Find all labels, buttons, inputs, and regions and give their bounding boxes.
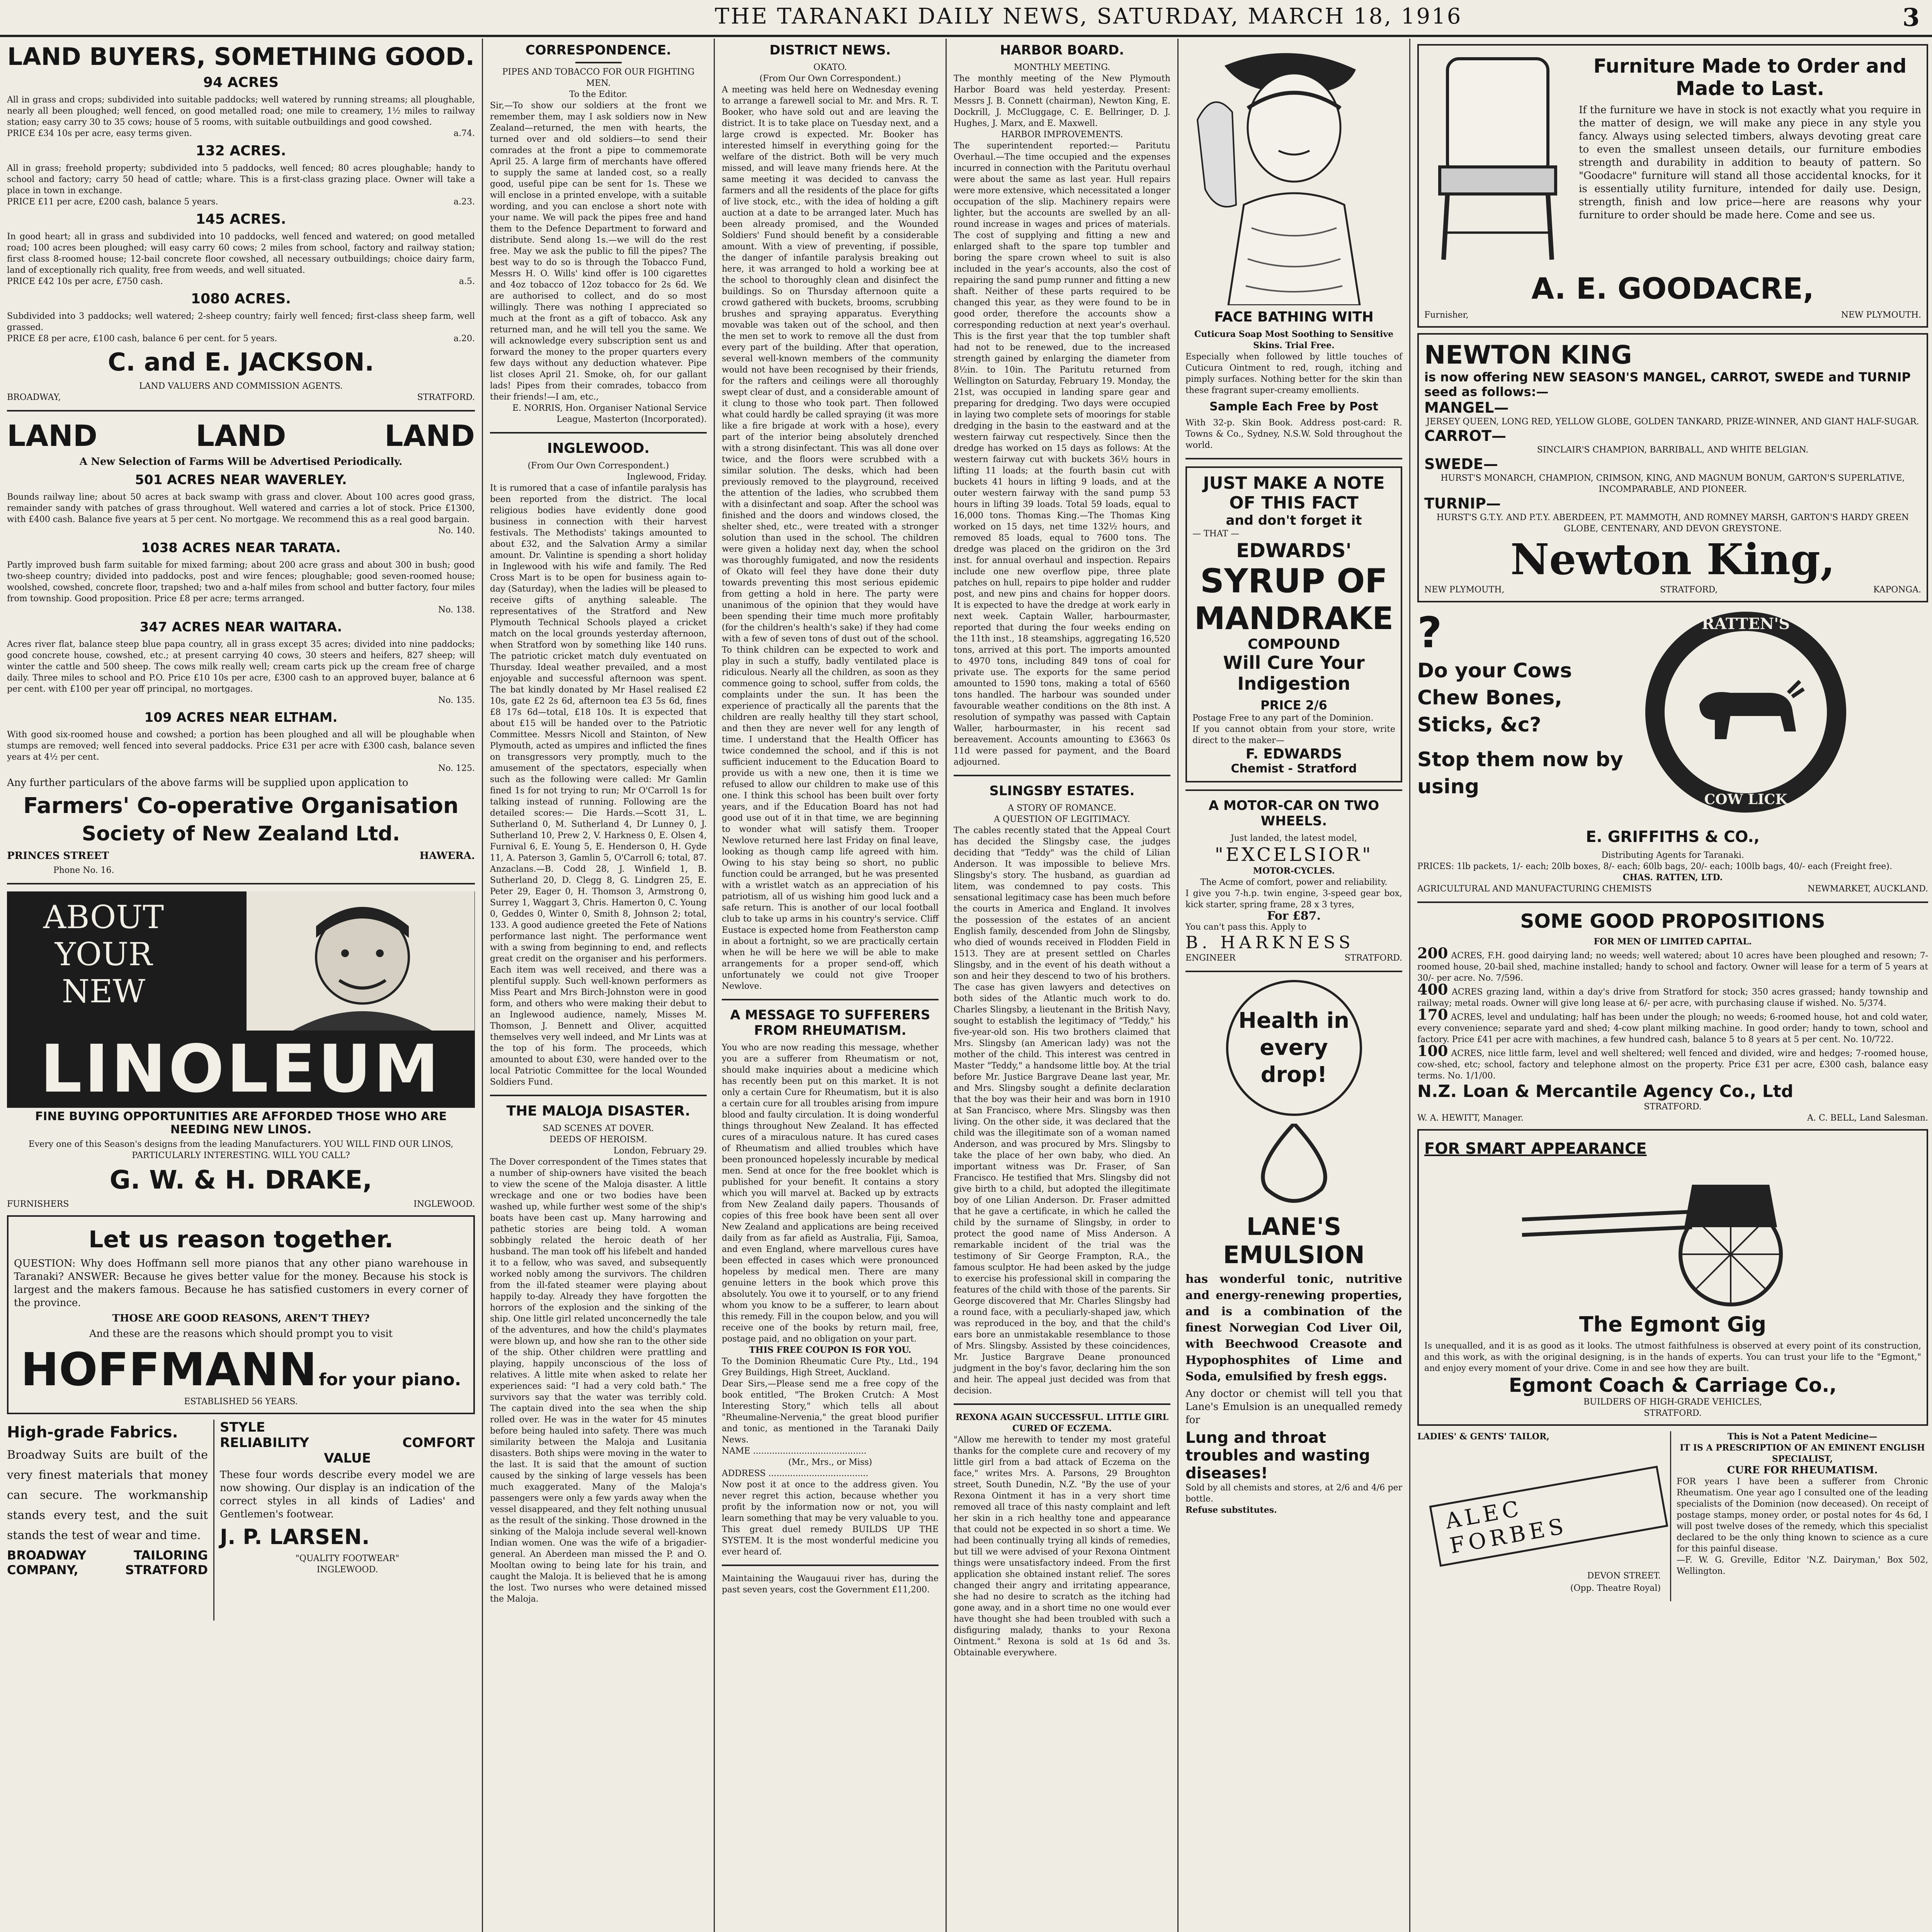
jackson-firm: C. and E. JACKSON. — [108, 348, 374, 377]
coupon-body: Dear Sirs,—Please send me a free copy of the book entitled, "The Broken Crutch: A Most Interesting Story," which tells all about "Rheumaline-Nervenia," the great blood purifier and tonic, as mentioned in the Taranaki Daily News. — [722, 1379, 939, 1445]
mandrake-l3: — THAT — — [1192, 529, 1240, 539]
motor-detail: I give you 7-h.p. twin engine, 3-speed gear box, kick starter, spring frame, 28 x 3 tyres, — [1185, 889, 1402, 910]
newton-town: KAPONGA. — [1873, 585, 1921, 595]
divider — [1417, 901, 1928, 903]
hoffmann-question: QUESTION: Why does Hoffmann sell more pianos that any other piano warehouse in Taranaki? ANSWER: Because he gives better value for the money. Because his stock is largest and the makers famous. Because he has satisfied customers in every corner of the province. — [14, 1258, 468, 1309]
newton-carrot: CARROT— — [1424, 427, 1507, 444]
rheumatism-title: A MESSAGE TO SUFFERERS FROM RHEUMATISM. — [730, 1007, 930, 1038]
greville-l2: IT IS A PRESCRIPTION OF AN EMINENT ENGLISH SPECIALIST, — [1680, 1443, 1925, 1464]
district-place: OKATO. — [813, 63, 847, 72]
slingsby-subtitle: A STORY OF ROMANCE. — [1008, 803, 1116, 813]
listing-code: a.20. — [453, 334, 475, 344]
listing — [7, 472, 475, 536]
mandrake-l4: EDWARDS' — [1236, 539, 1352, 562]
listing-price: PRICE £42 10s per acre, £750 cash. — [7, 277, 163, 286]
harbour-title: HARBOR BOARD. — [1000, 43, 1124, 58]
gig-carriage-illustration — [1499, 1162, 1847, 1308]
mandrake-maker2: Chemist - Stratford — [1231, 762, 1357, 776]
propositions-ad — [1417, 910, 1928, 1124]
newton-town: NEW PLYMOUTH, — [1424, 585, 1505, 595]
broadway-firm-d: STRATFORD — [125, 1563, 208, 1577]
listing-price: PRICE £11 per acre, £200 cash, balance 5 years. — [7, 197, 218, 207]
propositions-manager: W. A. HEWITT, Manager. — [1417, 1113, 1524, 1123]
rattens-cowlick-ad — [1417, 608, 1928, 895]
listing-code: No. 138. — [438, 605, 475, 615]
district-title: DISTRICT NEWS. — [769, 43, 891, 58]
listing-heading: 1080 ACRES. — [191, 291, 291, 307]
linoleum-word: LINOLEUM — [40, 1031, 442, 1107]
forbes-opp: (Opp. Theatre Royal) — [1570, 1583, 1661, 1593]
district-text: A meeting was held here on Wednesday evening to arrange a farewell social to Mr. and Mrs. R. T. Booker, who have sold out and are leaving the district. It is to take place on Tuesday next, and a large crowd is expected. Mr. Booker has interested himself in everything going for the welfare of the district. Both will be very much missed, and will leave many friends here. At the same meeting it was decided to canvass the farmers and all the residents of the place for gifts of live stock, etc., with the idea of holding a gift auction at a date to be arranged later. Much has been already promised, and the Wounded Soldiers' Fund should benefit by a considerable amount. With a view of preventing, if possible, the danger of infantile paralysis breaking out here, it was arranged to hold a working bee at the school to thoroughly clean and disinfect the buildings. So on Thursday afternoon quite a crowd gathered with buckets, brooms, scrubbing brushes and spraying apparatus. Everything movable was taken out of the school, and then the men set to work to remove all the dust from every part of the building. After that operation, several well-known members of the community would not have been recognised by their friends, for the rafters and ceilings were all thoroughly swept clear of dust, and a considerable amount of it clung to those who took part. Then followed what could hardly be called spraying (it was more like a fire brigade at work with a hose), every part of the interior being absolutely drenched with a strong disinfectant. This was all done over twice, and the floors were scrubbed with a similar solution. The desks, which had been previously removed to the playground, received the attention of the ladies, who scrubbed them with a disinfectant and soap. After the school was finished and the doors and windows closed, the shelter shed, etc., were treated with a stronger solution than used in the school. The children were given a holiday next day, when the school was thoroughly fumigated, and now the residents of Okato will feel they have done their duty towards preventing this most serious epidemic from getting a hold in here. The party were unanimous of the opinion that they would have been spending their time much more profitably (for the children's health's sake) if they had come with a few of seven tons of dust out of the school. To think children can be expected to work and play in such a stuffy, badly ventilated place is ridiculous. Nearly all the children, as soon as they commence going to school, suffer from colds, the complaints under the sun. It has been the experience of practically all the parents that the children are really healthy till they start school, and then they are never well for any length of time. I understand that the Health Officer has twice condemned the school, and if this is not sufficient inducement to the Education Board to provide us with a new one, then it is time we refused to allow our children to make use of this one. I think this school has been built over forty years, and if the Education Board has not had good use out of it in that time, we are beginning to wonder what will satisfy them. Trooper Newlove returned here last Friday on final leave, looking as though camp life agreed with him. Owing to his stay being so short, no public function could be arranged, but he was presented with a wristlet watch as an appreciation of his patriotism, all of us wishing him good luck and a safe return. This is another of our local football club to take up arms in his country's service. Cliff Eustace is expected home from Featherston camp in about a fortnight, so we are practically certain when he will be here we will be able to make arrangements for a proper send-off, which unfortunately we could not give Trooper Newlove. — [722, 85, 939, 991]
listing — [7, 211, 475, 287]
newton-intro: is now offering NEW SEASON'S MANGEL, CARROT, SWEDE and TURNIP seed as follows:— — [1424, 370, 1911, 399]
listing-heading: 109 ACRES NEAR ELTHAM. — [144, 710, 338, 725]
listing-price: PRICE £8 per acre, £100 cash, balance 6 per cent. for 5 years. — [7, 334, 277, 344]
propositions-town: STRATFORD. — [1644, 1102, 1702, 1112]
hoffmann-good: THOSE ARE GOOD REASONS, AREN'T THEY? — [112, 1313, 370, 1324]
egmont-gig-ad — [1417, 1129, 1928, 1426]
mandrake-maker: F. EDWARDS — [1245, 746, 1342, 762]
hoffmann-name: HOFFMANN — [20, 1343, 317, 1396]
mandrake-l8: Will Cure Your Indigestion — [1223, 652, 1365, 694]
column-6 — [1410, 39, 1932, 1932]
mandrake-price: PRICE 2/6 — [1260, 698, 1327, 713]
listing-heading: 132 ACRES. — [196, 143, 286, 159]
listing-heading: 94 ACRES — [203, 75, 279, 90]
column-2 — [483, 39, 715, 1932]
listing — [7, 619, 475, 706]
larsen-ad — [213, 1420, 475, 1621]
mandrake-l1: JUST MAKE A NOTE OF THIS FACT — [1203, 473, 1385, 513]
inglewood-dateline: Inglewood, Friday. — [627, 472, 707, 482]
coop-street: PRINCES STREET — [7, 850, 109, 862]
coop-phone: Phone No. 16. — [53, 866, 114, 875]
larsen-word: STYLE — [220, 1420, 265, 1435]
land-word: LAND — [384, 418, 475, 453]
bottom-ads-row — [7, 1420, 475, 1621]
harbour-text: The monthly meeting of the New Plymouth Harbor Board was held yesterday. Present: Messrs J. B. Connett (chairman), Newton King, E. Dockrill, J. McCluggage, C. E. Bellringer, D. J. Hughes, J. Marx, and E. Maxwell. — [954, 74, 1170, 128]
cuticura-sub: Cuticura Soap Most Soothing to Sensitive Skins. Trial Free. — [1194, 329, 1394, 350]
goodacre-town: NEW PLYMOUTH. — [1841, 310, 1921, 320]
slingsby-text: The cables recently stated that the Appeal Court has decided the Slingsby case, the judges deciding that "Teddy" was the child of Lilian Anderson. It was impossible to believe Mrs. Slingsby's story. The husband, as guardian ad litem, was condemned to pay costs. This sensational legitimacy case has been much before the courts in America and England. It involves the possession of the estates of an ancient English family, descended from John de Slingsby, who died of wounds received in Flodden Field in 1513. They are at present settled on Charles Slingsby, and in the event of his death without a son and heir they descend to two of his brothers. The case has given lawyers and detectives on both sides of the Atlantic much work to do. Charles Slingsby, a lieutenant in the British Navy, sought to establish the legitimacy of "Teddy," his five-year-old son. His two brothers claimed that Mrs. Slingsby (an American lady) was not the mother of the child. This interest was centred in Master "Teddy," a handsome little boy. At the trial before Mr. Justice Bargrave Deane last year, Mr. and Mrs. Slingsby sought a definite declaration that the boy was their heir and was born in 1910 at San Francisco, where Mrs. Slingsby was then living. On the other side, it was declared that the child was the illegitimate son of a woman named Anderson, and was procured by Mrs. Slingsby to take the place of her own baby, who died. An important witness was Dr. Fraser, of San Francisco. He testified that Mrs. Slingsby did not give birth to a child, but adopted the illegitimate boy of one Lilian Anderson. Dr. Fraser admitted that he gave a certificate, in which he called the child by the surname of Slingsby, in order to protect the good name of Miss Anderson. A remarkable incident of the trial was the testimony of Sir George Frampton, R.A., the famous sculptor. He had been asked by the judge to exercise his professional skill in comparing the features of the child with those of the parents. Sir George discovered that Mr. Charles Slingsby had a round face, with a peculiarly-shaped jaw, which was reproduced in the boy, and that the child's ears bore an unmistakable resemblance to those of Mrs. Slingsby. Assisted by these coincidences, Mr. Justice Bargrave Deane pronounced judgment in the boy's favor, declaring him the son and heir. The appeal just decided was from that decision. — [954, 826, 1170, 1396]
lanes-sold: Sold by all chemists and stores, at 2/6 and 4/6 per bottle. — [1185, 1483, 1402, 1504]
forbes-trade: LADIES' & GENTS' TAILOR, — [1417, 1432, 1549, 1442]
forbes-street: DEVON STREET. — [1587, 1571, 1661, 1581]
masthead — [0, 0, 1932, 37]
land-banner — [7, 418, 475, 453]
page-number: 3 — [1902, 3, 1920, 32]
coop-town: HAWERA. — [419, 850, 475, 862]
forbes-name: ALEC FORBES — [1429, 1466, 1668, 1567]
drake-trade: FURNISHERS — [7, 1199, 69, 1209]
listing — [7, 75, 475, 139]
proposition-item — [1417, 944, 1928, 984]
chair-illustration — [1424, 51, 1571, 267]
newton-town: STRATFORD, — [1660, 585, 1718, 595]
divider — [575, 62, 622, 63]
goodacre-text: If the furniture we have in stock is not exactly what you require in the matter of design, we will make any piece in any style you fancy. Always using selected timbers, always devoting great care to even the smallest unseen details, our furniture embodies strength and durability in addition to beauty of pattern. So "Goodacre" furniture will stand all those accidental knocks, for it is essentially utility furniture, intended for daily use. Design, strength, finish and low price—here are reasons why your furniture to order should be made here. Come and see us. — [1579, 104, 1921, 221]
divider — [1185, 458, 1402, 459]
lanes-text: has wonderful tonic, nutritive and energy-renewing properties, and is a combination of the finest Norwegian Cod Liver Oil, with Beechwood Creasote and Hypophosphites of Lime and Soda, emulsified by fresh eggs. — [1185, 1272, 1402, 1383]
broadway-ad — [7, 1420, 208, 1621]
broadway-title: High-grade Fabrics. — [7, 1423, 178, 1441]
greville-l3: CURE FOR RHEUMATISM. — [1727, 1464, 1878, 1476]
broadway-text: Broadway Suits are built of the very finest materials that money can secure. The workmanship stands every test, and the suit stands the test of wear and time. — [7, 1448, 208, 1542]
listing-text: All in grass; freehold property; subdivided into 5 paddocks, well fenced; 80 acres ploughable; handy to school and factory; carry 50 head of cattle; whare. This is a first-class grazing place. Owner will take a place in town in exchange. — [7, 163, 475, 196]
greville-text: FOR years I have been a sufferer from Chronic Rheumatism. One year ago I consulted one of the leading specialists of the Dominion (now deceased). On receipt of postage stamps, money order, or postal notes for 4s 6d, I will post twelve doses of the remedy, which this specialist declared to be the only thing known to science as a cure for this painful disease. — [1677, 1477, 1928, 1554]
egmont-town: STRATFORD. — [1644, 1408, 1702, 1418]
listing-code: No. 125. — [438, 764, 475, 773]
rexona-text: "Allow me herewith to tender my most grateful thanks for the complete cure and recovery of my little girl from a bad attack of Eczema on the face," writes Mrs. A. Parsons, 29 Broughton street, South Dunedin, N.Z. "By the use of your Rexona Ointment it has in a very short time removed all trace of this nasty complaint and left her skin in a rich healthy tone and appearance that could not be expected in so short a time. We had been continually trying all kinds of remedies, but till we were advised of your Rexona Ointment things were unsatisfactory indeed. From the first application she obtained instant relief. The sores changed their angry and irritating appearance, she had no desire to scratch as the itching had gone away, and in a short time no one would ever have thought she had been troubled with such a disfiguring malady, thanks to your Rexona Ointment." Rexona is sold at 1s 6d and 3s. Obtainable everywhere. — [954, 1435, 1170, 1658]
maloja-title: THE MALOJA DISASTER. — [506, 1103, 690, 1119]
hoffmann-ad — [7, 1215, 475, 1414]
motor-apply: You can't pass this. Apply to — [1185, 922, 1307, 932]
ratten-prices: PRICES: 1lb packets, 1/- each; 20lb boxes, 8/- each; 60lb bags, 20/- each; 100lb bags, 40/- each (Freight free). — [1417, 862, 1892, 871]
greville-ad — [1670, 1431, 1928, 1601]
jackson-town: STRATFORD. — [417, 393, 475, 402]
divider — [490, 432, 707, 434]
correspondence-salute: To the Editor. — [569, 90, 628, 99]
waugauui-note: Maintaining the Waugauui river has, during the past seven years, cost the Government £11,200. — [722, 1574, 939, 1595]
listing — [7, 143, 475, 207]
propositions-salesman: A. C. BELL, Land Salesman. — [1807, 1113, 1928, 1123]
egmont-firm-sub: BUILDERS OF HIGH-GRADE VEHICLES, — [1583, 1397, 1762, 1407]
listing-price: PRICE £34 10s per acre, easy terms given. — [7, 129, 192, 138]
cuticura-detail: With 32-p. Skin Book. Address post-card: R. Towns & Co., Sydney, N.S.W. Sold throughout the world. — [1185, 418, 1402, 450]
lanes-text2: Any doctor or chemist will tell you that Lane's Emulsion is an unequalled remedy for — [1185, 1388, 1402, 1426]
coop-society: Society of New Zealand Ltd. — [82, 822, 400, 845]
jackson-sub: LAND VALUERS AND COMMISSION AGENTS. — [139, 381, 343, 391]
ratten-text: Do your Cows Chew Bones, Sticks, &c? — [1417, 659, 1572, 736]
proposition-text: ACRES, F.H. good dairying land; no weeds; well watered; about 10 acres have been ploughed and resown; 7-roomed house, 20-bail shed, machine installed; handy to school and factory. Owner will lease for a term of 5 years at 30/- per acre. — [1417, 951, 1928, 983]
linoleum-ad — [7, 891, 475, 1210]
proposition-no: No. 10/722. — [1843, 1035, 1894, 1044]
divider — [490, 1095, 707, 1096]
listing — [7, 710, 475, 774]
excelsior-ad — [1185, 798, 1402, 964]
land-buyers-title: LAND BUYERS, SOMETHING GOOD. — [7, 43, 475, 71]
mandrake-postage: Postage Free to any part of the Dominion. — [1192, 713, 1374, 723]
motor-town: STRATFORD. — [1344, 953, 1402, 963]
woman-portrait-illustration — [1190, 43, 1398, 305]
rattens-logo — [1641, 608, 1858, 824]
maloja-dateline: London, February 29. — [613, 1146, 707, 1156]
land-intro: A New Selection of Farms Will be Advertised Periodically. — [79, 456, 403, 468]
larsen-word: RELIABILITY — [220, 1435, 309, 1451]
coupon-name-label: NAME — [722, 1446, 750, 1456]
goodacre-title: Furniture Made to Order and Made to Last. — [1593, 55, 1907, 100]
motor-kind: MOTOR-CYCLES. — [1253, 866, 1335, 876]
listing-text: Bounds railway line; about 50 acres at back swamp with grass and clover. About 100 acres good grass, remainder sandy with patches of grass throughout. Well watered and carries a lot of stock. Price £1300, with £400 cash. Balance five years at 5 per cent. No mortgage. We recommend this as a real good bargain. — [7, 492, 475, 524]
proposition-item — [1417, 1042, 1929, 1082]
man-portrait-illustration — [247, 891, 474, 1031]
correspondence-text: Sir,—To show our soldiers at the front we remember them, may I ask soldiers now in New Zealand—returned, the men with hearts, the turned over and old soldiers—to send their comrades at the front a pipe to commemorate April 25. A large firm of merchants have offered to supply the same at landed cost, so a really good, useful pipe can be sent for 1s. These we will enclose in a printed envelope, with a suitable wording, and you can enclose a short note with your name. We will pack the pipes free and hand them to the Defence Department to forward and distribute. Send along 1s.—we will do the rest free. May we ask the public to fill the pipes? The best way to do so is through the Tobacco Fund, Messrs H. O. Wills' kind offer is 100 cigarettes and 4oz tobacco of 12oz tobacco for 2s 6d. We are authorised to collect, and do so most willingly. There was nothing I appreciated so much at the front as a gift of tobacco. Ask any returned man, and he will tell you the same. We will acknowledge every subscription sent us and forward the money to the proper quarters every few days without any deduction whatever. Pipe list closes April 21. Smoke, oh, for our gallant lads! Pipes from their comrades, tobacco from their friends!—I am, etc., — [490, 101, 707, 402]
listing-code: a.5. — [459, 277, 475, 286]
propositions-agency: N.Z. Loan & Mercantile Agency Co., Ltd — [1417, 1082, 1794, 1101]
harbour-text2: The superintendent reported:— Paritutu Overhaul.—The time occupied and the expenses incurred in connection with the Paritutu overhaul were about the same as last year. Hull repairs were more extensive, which necessitated a longer occupation of the slip. Machinery repairs were lighter, but the accounts are swelled by an all-round increase in wages and prices of materials. The cost of supplying and fitting a new and enlarged shaft to the spare top tumbler and boring the spare crown wheel to suit is also included in the year's accounts, also the cost of repairing the sand pump runner and fitting a new shaft. Neither of these parts required to be changed this year, as they were found to be in good order, therefore the accounts show a corresponding reduction at next year's overhaul. This is the first year that the top tumbler shaft had not to be renewed, due to the increased strength gained by enlarging the diameter from 8½in. to 10in. The Paritutu returned from Wellington on Saturday, February 19. Monday, the 21st, was occupied in landing spare gear and preparing for dredging. Two days were occupied in laying two complete sets of moorings for stable dredging in the basin to the eastward and at the western fairway cut respectively. Since then the dredge has worked on 15 days as follows: At the western fairway cut with buckets 36½ hours in lifting 11 loads; at the fourth basin cut with buckets 41 hours in lifting 9 loads, and at the outer western fairway with the sand pump 53 hours in lifting 39 loads. Total 59 loads, equal to 16,000 tons. Thomas King.—The Thomas King worked on 15 days, net time 132½ hours, and removed 85 loads, equal to 7600 tons. The dredge was placed on the gridiron on the 3rd inst. for annual overhaul and inspection. Repairs include one new overflow pipe, three plate patches on hull, repairs to pipe holder and rudder post, and new pins and chains for hopper doors. It is expected to have the dredge at work early in next week. Captain Waller, harbourmaster, reported that during the four weeks ending on the 11th inst., 18 steamships, aggregating 16,520 tons, arrived at this port. The imports amounted to 4970 tons, including 849 tons of coal for private use. The exports for the same period amounted to 1590 tons, making a total of 6560 tons handled. The harbour was sounded under favourable weather conditions on the 8th inst. A resolution of sympathy was passed with Captain Waller, harbourmaster, in his recent sad bereavement. Accounts amounting to £3663 0s 11d were passed for payment, and the Board adjourned. — [954, 141, 1170, 767]
column-3: DISTRICT NEWS. OKATO. (From Our Own Correspondent.) A meeting was held here on Wednesday evening to arrange a farewell social to Mr. and Mrs. R. T. Booker, who have sold out and are leaving the district. It is to take place on Tuesday next, and a large crowd is expected. Mr. Booker has interested himself in everything going for the welfare of the district. Both will be very much missed, and will leave many friends here. At the same meeting it was decided to canvass the farmers and all the residents of the place for gifts of live stock, etc., with the idea of holding a gift auction at a date to be arranged later. Much has been already promised, and the Wounded Soldiers' Fund should benefit by a considerable amount. With a view of preventing, if possible, the danger of infantile paralysis breaking out here, it was arranged to hold a working bee at the school to thoroughly clean and disinfect the buildings. So on Thursday afternoon quite a crowd gathered with buckets, brooms, scrubbing brushes and spraying apparatus. Everything movable was taken out of the school, and then the men set to work to remove all the dust from every part of the building. After that operation, several well-known members of the community would not have been recognised by their friends, for the rafters and ceilings were all thoroughly swept clear of dust, and a considerable amount of it clung to those who took part. Then followed what could hardly be called spraying (it was more like a fire brigade at work with a hose), every part of the interior being absolutely drenched with a strong disinfectant. This was all done over twice, and the floors were scrubbed with a similar solution. The desks, which had been previously removed to the playground, received the attention of the ladies, who scrubbed them with a disinfectant and soap. After the school was finished and the doors and windows closed, the shelter shed, etc., were treated with a stronger solution than used in the school. The children were given a holiday next day, when the school was thoroughly fumigated, and now the residents of Okato will feel they have done their duty towards preventing this most serious epidemic from getting a hold in here. The party were unanimous of the opinion that they would have been spending their time much more profitably (for the children's health's sake) if they had come with a few of seven tons of dust out of the school. To think children can be expected to work and play in such a stuffy, badly ventilated place is ridiculous. Nearly all the children, as soon as they commence going to school, suffer from colds, the complaints under the sun. It has been the experience of practically all the parents that the children are really healthy till they start school, and then they are never well for any length of time. I understand that the Health Officer has twice condemned the school, and if this is not sufficient inducement to the Education Board to provide us with a new one, then it is time we refused to allow our children to make use of this one. I think this school has been built over forty years, and if the Education Board has not had good use out of it in that time, we are beginning to wonder what will satisfy them. Trooper Newlove returned here last Friday on final leave, looking as though camp life agreed with him. Owing to his stay being so short, no public function could be arranged, but he was presented with a wristlet watch as an appreciation of his patriotism, all of us wishing him good luck and a safe return. This is another of our local football club to take up arms in his country's service. Cliff Eustace is expected home from Featherston camp in about a fortnight, so we are practically certain when he will be here we will be able to make arrangements for a proper send-off, which unfortunately we could not give Trooper Newlove. A MESSAGE TO SUFFERERS FROM RHEUMATISM. You who are now reading this message, whether you are a sufferer from Rheumatism or not, should make inquiries about a medicine which has recently been put on this market. It is not only a certain Cure for Rheumatism, but it is also a certain cure for all troubles arising from impure blood and faulty circulation. It is doing wonderful things throughout New Zealand. It has effected cures of a miraculous nature. It has cured cases of Rheumatism and allied troubles which have been pronounced hopelessly incurable by medical men. Send at once for the free booklet which is published for your benefit. It contains a story which you will marvel at. Backed up by extracts from New Zealand daily papers. Thousands of copies of this free book have been sent all over New Zealand and applications are being received daily from as far afield as Australia, Fiji, Samoa, and even England, where marvellous cures have been effected in cases which were pronounced hopeless by medical men. There are many genuine letters in the book which prove this absolutely. You owe it to yourself, or to any friend whom you know to be a sufferer, to learn about this remedy. Fill in the coupon below, and you will receive one of the books by return mail, free, postage paid, and no obligation on your part. THIS FREE COUPON IS FOR YOU. To the Dominion Rheumatic Cure Pty., Ltd., 194 Grey Buildings, High Street, Auckland. Dear Sirs,—Please send me a free copy of the book entitled, "The Broken Crutch: A Most Interesting Story," which tells all about "Rheumaline-Nervenia," the great blood purifier and tonic, as mentioned in the Taranaki Daily News. NAME .......................................... (Mr., Mrs., or Miss) ADDRESS ..................................... Now post it at once to the address given. You never regret this action, because whether you profit by the information now or not, you will learn something that may be very valuable to you. This great duel remedy BUILDS UP THE SYSTEM. It is the most wonderful medicine you ever heard of. Maintaining the Waugauui river has, during the past seven years, cost the Government £11,200. — [715, 39, 947, 1932]
rheumatism-text: You who are now reading this message, whether you are a sufferer from Rheumatism or not, should make inquiries about a medicine which has recently been put on this market. It is not only a certain Cure for Rheumatism, but it is also a certain cure for all troubles arising from impure blood and faulty circulation. It is doing wonderful things throughout New Zealand. It has effected cures of a miraculous nature. It has cured cases of Rheumatism and allied troubles which have been pronounced hopelessly incurable by medical men. Send at once for the free booklet which is published for your benefit. It contains a story which you will marvel at. Backed up by extracts from New Zealand daily papers. Thousands of copies of this free book have been sent all over New Zealand and applications are being received daily from as far afield as Australia, Fiji, Samoa, and even England, where marvellous cures have been effected in cases which were pronounced hopeless by medical men. There are many genuine letters in the book which prove this absolutely. You owe it to yourself, or to any friend whom you know to be a sufferer, to learn about this remedy. Fill in the coupon below, and you will receive one of the books by return mail, free, postage paid, and no obligation on your part. — [722, 1043, 939, 1344]
lanes-name2: EMULSION — [1223, 1241, 1365, 1269]
lanes-emulsion-ad — [1185, 980, 1402, 1516]
inglewood-from: (From Our Own Correspondent.) — [527, 461, 669, 471]
linoleum-tag: FINE BUYING OPPORTUNITIES ARE AFFORDED THOSE WHO ARE NEEDING NEW LINOS. — [35, 1110, 447, 1136]
land-buyers-ad — [7, 43, 475, 403]
newton-mangel: MANGEL— — [1424, 399, 1509, 416]
mandrake-l6: MANDRAKE — [1194, 600, 1394, 636]
cuticura-ad — [1185, 43, 1402, 451]
inglewood-text: It is rumored that a case of infantile paralysis has been reported from the district. The local religious bodies have evidently done good business in connection with their harvest festivals. The Methodists' takings amounted to about £32, and the Salvation Army a similar amount. Dr. Valintine is spending a short holiday in Inglewood with his wife and family. The Red Cross Mart is to be open for business again to-day (Saturday), when the ladies will be pleased to receive gifts of anything saleable. The representatives of the Stratford and New Plymouth Technical Schools played a cricket match on the local grounds yesterday afternoon, when Stratford won by something like 140 runs. The patriotic cricket match duly eventuated on Thursday. Ideal weather prevailed, and a most enjoyable and successful afternoon was spent. The bat kindly donated by Mr Hasel realised £2 10s, gate £2 2s 6d, afternoon tea £3 5s 6d, fines £8 17s 6d—total, £18 10s. It is expected that about £15 will be handed over to the Patriotic Committee. Messrs Nicoll and Stainton, of New Plymouth, acted as umpires and inflicted the fines on transgressors very promptly, much to the amusement of the spectators, especially when such as the following were called: Mr Gamlin fined 1s for not trying to run; Mr O'Carroll 1s for talking instead of running. Following are the detailed scores:— Die Hards.—Scott 31, L. Sutherland 0, M. Sutherland 4, Dr Lunney 0, J. Sutherland 10, Prew 2, V. Harkness 0, E. Olsen 4, Furnival 6, E. Young 5, E. Henderson 0, H. Gyde 11, A. Paterson 3, Gamlin 5, O'Carroll 6; total, 87. Anzaclans.—B. Codd 28, J. Winfield 1, B. Sutherland 20, D. Clegg 8, G. Lindgren 25, E. Peter 29, Eager 0, H. Thomson 3, Armstrong 0, Surrey 1, Waggart 3, Chris. Hamerton 0, C. Young 0, Geddes 0, Winter 0, Smith 8, Johnson 2; total, 133. A good audience greeted the Fete of Nations performance last night. The performance went with a swing from beginning to end, and reflects great credit on the organiser and his performers. Each item was well received, and there was a plentiful supply. Such well-known performers as Miss Peart and Mrs Birch-Johnston were in good form, and others who were making their debut to an Inglewood audience, namely, Misses M. Thomson, J. Bennett and Oliver, acquitted themselves very well indeed, and Mr Lints was at the top of his form. The proceeds, which amounted to about £30, were handed over to the local Patriotic Committee for the local Wounded Soldiers Fund. — [490, 483, 707, 1087]
drake-town: INGLEWOOD. — [413, 1199, 475, 1209]
larsen-word: COMFORT — [402, 1435, 475, 1451]
harbour-subtitle: MONTHLY MEETING. — [1014, 63, 1111, 72]
ratten-dist: E. GRIFFITHS & CO., — [1586, 828, 1760, 846]
maloja-subtitle: SAD SCENES AT DOVER. — [543, 1124, 654, 1133]
newton-king-ad — [1417, 333, 1928, 602]
listing-text: With good six-roomed house and cowshed; a portion has been ploughed and all will be ploughable when stumps are removed; well fenced into several paddocks. Price £31 per acre with £300 cash, balance seven years at 4½ per cent. — [7, 730, 475, 762]
newton-swede: SWEDE— — [1424, 456, 1498, 473]
propositions-sub: FOR MEN OF LIMITED CAPITAL. — [1594, 937, 1752, 947]
land-footer: Any further particulars of the above farms will be supplied upon application to — [7, 777, 408, 789]
newton-signature: Newton King, — [1510, 534, 1835, 584]
listing-code: a.74. — [453, 129, 475, 138]
greville-l1: This is Not a Patent Medicine— — [1727, 1432, 1878, 1442]
proposition-item — [1417, 981, 1929, 1009]
goodacre-name: A. E. GOODACRE, — [1531, 271, 1814, 306]
proposition-item — [1417, 1006, 1929, 1045]
divider — [1185, 789, 1402, 791]
lanes-remedy: Lung and throat troubles and wasting diseases! — [1185, 1429, 1370, 1482]
divider — [954, 1403, 1170, 1405]
district-from: (From Our Own Correspondent.) — [759, 74, 901, 83]
ratten-town: NEWMARKET, AUCKLAND. — [1807, 884, 1928, 894]
listing — [7, 291, 475, 344]
harbour-sub2: HARBOR IMPROVEMENTS. — [1001, 130, 1123, 139]
motor-acme: The Acme of comfort, power and reliability. — [1200, 878, 1388, 887]
proposition-text: ACRES, level and undulating; half has been under the plough; no weeds; 6-roomed house, hot and cold water, every convenience; separate yard and shed; 4-cow plant milking machine. In good order; handy to town, school and factory. Price £41 per acre with machines, a few hundred cash, balance 5 to 8 years at 5 per cent. — [1417, 1012, 1929, 1044]
slingsby-title: SLINGSBY ESTATES. — [989, 783, 1135, 799]
cuticura-text: Especially when followed by little touches of Cuticura Ointment to red, rough, itching and pimply surfaces. Nothing better for the skin than these fragrant super-creamy emollients. — [1185, 352, 1402, 395]
coupon-to: To the Dominion Rheumatic Cure Pty., Ltd., 194 Grey Buildings, High Street, Auckland. — [722, 1357, 939, 1378]
listing-code: a.23. — [453, 197, 475, 207]
newton-swede-list: HURST'S MONARCH, CHAMPION, CRIMSON, KING, AND MAGNUM BONUM, GARTON'S SUPERLATIVE, INCOMPARABLE, AND PIONEER. — [1440, 473, 1905, 494]
listing-heading: 347 ACRES NEAR WAITARA. — [139, 619, 342, 635]
broadway-firm-a: BROADWAY — [7, 1548, 87, 1563]
mandrake-l2: and don't forget it — [1226, 513, 1362, 528]
listing — [7, 540, 475, 616]
jackson-street: BROADWAY, — [7, 393, 61, 402]
masthead-title: THE TARANAKI DAILY NEWS, SATURDAY, MARCH 18, 1916 — [715, 4, 1463, 29]
listing-text: In good heart; all in grass and subdivided into 10 paddocks, well fenced and watered; on good metalled road; 100 acres been ploughed; will easy carry 60 cows; 2 miles from school, factory and railway station; first class 8-roomed house; 12-bail concrete floor cowshed, all necessary outbuildings; choice dairy farm, land of exceptionally rich quality, free from weeds, and well situated. — [7, 232, 475, 275]
linoleum-banner — [7, 891, 475, 1108]
hoffmann-reasons: And these are the reasons which should prompt you to visit — [89, 1328, 393, 1340]
ratten-ring-bottom: COW LICK — [1704, 791, 1787, 808]
proposition-acres: 200 — [1417, 944, 1448, 962]
listing-text: Subdivided into 3 paddocks; well watered; 2-sheep country; fairly well fenced; first-class sheep farm, well grassed. — [7, 311, 475, 332]
goodacre-ad — [1417, 44, 1928, 328]
egmont-title: FOR SMART APPEARANCE — [1424, 1140, 1647, 1158]
linoleum-about: ABOUT YOUR NEW — [43, 899, 164, 1010]
newton-mangel-list: JERSEY QUEEN, LONG RED, YELLOW GLOBE, GOLDEN TANKARD, PRIZE-WINNER, AND GIANT HALF-SUGAR. — [1426, 417, 1919, 427]
cow-icon — [1684, 666, 1808, 759]
correspondence-subtitle: PIPES AND TOBACCO FOR OUR FIGHTING MEN. — [502, 67, 695, 88]
coupon-address-label: ADDRESS — [722, 1469, 766, 1478]
hoffmann-est: ESTABLISHED 56 YEARS. — [184, 1397, 298, 1406]
coop-org: Farmers' Co-operative Organisation — [23, 793, 459, 818]
column-4 — [947, 39, 1179, 1932]
coupon-title-label: (Mr., Mrs., or Miss) — [788, 1458, 872, 1467]
mandrake-ad — [1185, 466, 1402, 782]
ratten-stop: Stop them now by using — [1417, 748, 1623, 798]
correspondence-title: CORRESPONDENCE. — [525, 43, 672, 58]
newton-carrot-list: SINCLAIR'S CHAMPION, BARRIBALL, AND WHITE BELGIAN. — [1537, 445, 1809, 455]
slingsby-subtitle2: A QUESTION OF LEGITIMACY. — [994, 815, 1130, 824]
column-1 — [0, 39, 483, 1932]
larsen-text: These four words describe every model we are now showing. Our display is an indication of the correct styles in all kinds of Ladies' and Gentlemen's footwear. — [220, 1469, 475, 1520]
mandrake-l5: SYRUP OF — [1200, 562, 1388, 600]
hoffmann-for: for your piano. — [319, 1370, 461, 1389]
motor-sub: Just landed, the latest model, — [1230, 833, 1357, 843]
linoleum-body: Every one of this Season's designs from the leading Manufacturers. YOU WILL FIND OUR LINOS, PARTICULARLY INTERESTING. WILL YOU CALL? — [28, 1139, 454, 1160]
larsen-word: VALUE — [324, 1451, 371, 1466]
listing-code: No. 135. — [438, 696, 475, 705]
forbes-ad — [1417, 1431, 1665, 1601]
listing-heading: 145 ACRES. — [196, 211, 286, 227]
propositions-title: SOME GOOD PROPOSITIONS — [1520, 910, 1825, 932]
motor-name: "EXCELSIOR" — [1214, 844, 1373, 866]
cuticura-title: FACE BATHING WITH — [1214, 309, 1374, 325]
listing-text: Acres river flat, balance steep blue papa country, all in grass except 35 acres; divided into nine paddocks; good concrete house, cowshed, etc.; at present carrying 40 cows, 30 steers and heifers, 827 sheep; will winter the cattle and 500 sheep. The cows milk really well; cream carts pick up the cream free of charge daily. Three miles to school and P.O. Price £10 10s per acre, £300 cash to an approved buyer, balance at 6 per cent. with £100 per year off principal, no mortgages. — [7, 639, 475, 694]
newton-turnip: TURNIP— — [1424, 495, 1501, 512]
drake-firm: G. W. & H. DRAKE, — [109, 1165, 372, 1195]
motor-role: ENGINEER — [1185, 953, 1236, 963]
motor-price: For £87. — [1267, 909, 1321, 923]
broadway-firm-c: COMPANY, — [7, 1563, 78, 1577]
land-word: LAND — [196, 418, 286, 453]
bottom-right-row — [1417, 1431, 1928, 1601]
column-5 — [1179, 39, 1410, 1932]
proposition-no: No. 7/596. — [1478, 973, 1523, 983]
motor-dealer: B. HARKNESS — [1185, 933, 1354, 952]
proposition-acres: 400 — [1417, 981, 1448, 998]
proposition-acres: 100 — [1417, 1042, 1448, 1060]
cuticura-sample: Sample Each Free by Post — [1209, 400, 1378, 413]
listing-heading: 1038 ACRES NEAR TARATA. — [141, 540, 341, 556]
proposition-no: No. 5/374. — [1841, 998, 1886, 1008]
larsen-name: J. P. LARSEN. — [220, 1525, 370, 1549]
proposition-acres: 170 — [1417, 1006, 1448, 1023]
hoffmann-title: Let us reason together. — [88, 1226, 393, 1253]
egmont-firm: Egmont Coach & Carriage Co., — [1509, 1374, 1837, 1396]
greville-sign: —F. W. G. Greville, Editor 'N.Z. Dairyman,' Box 502, Wellington. — [1677, 1555, 1928, 1576]
lanes-refuse: Refuse substitutes. — [1185, 1505, 1277, 1515]
inglewood-title: INGLEWOOD. — [547, 440, 650, 456]
rheumatism-closing: Now post it at once to the address given. You never regret this action, because whether you profit by the information now or not, you will learn something that may be very valuable to you. This great duel remedy BUILDS UP THE SYSTEM. It is the most wonderful medicine you ever heard of. — [722, 1480, 939, 1557]
drop-illustration — [1236, 1124, 1352, 1209]
ratten-dist2: Distributing Agents for Taranaki. — [1601, 850, 1744, 860]
lanes-name1: LANE'S — [1246, 1213, 1342, 1241]
ratten-ring-top: RATTEN'S — [1701, 615, 1790, 633]
newton-title: NEWTON KING — [1424, 340, 1632, 370]
divider — [7, 883, 475, 884]
rexona-title: REXONA AGAIN SUCCESSFUL. LITTLE GIRL CURED OF ECZEMA. — [956, 1412, 1168, 1434]
mandrake-if: If you cannot obtain from your store, write direct to the maker— — [1192, 724, 1395, 745]
maloja-subtitle2: DEEDS OF HEROISM. — [549, 1135, 647, 1145]
listing-heading: 501 ACRES NEAR WAVERLEY. — [135, 472, 347, 488]
larsen-slogan: "QUALITY FOOTWEAR" — [295, 1554, 400, 1563]
farmers-coop-ad — [7, 418, 475, 876]
listing-text: All in grass and crops; subdivided into suitable paddocks; well watered by running streams; all ploughable, nearly all been ploughed; well fenced, on good metalled road; one mile to creamery, 1½ miles to railway station; easy carry 30 to 35 cows; house of 5 rooms, with suitable outbuildings and good cowshed. — [7, 95, 475, 127]
correspondence-sign: E. NORRIS, Hon. Organiser National Service League, Masterton (Incorporated). — [512, 403, 707, 424]
newton-turnip-list: HURST'S G.T.Y. AND P.T.Y. ABERDEEN, P.T. MAMMOTH, AND ROMNEY MARSH, GARTON'S HARDY GREEN GLOBE, CENTENARY, AND DEVON GREYSTONE. — [1436, 513, 1909, 534]
motor-title: A MOTOR-CAR ON TWO WHEELS. — [1208, 798, 1379, 829]
ratten-maker2: AGRICULTURAL AND MANUFACTURING CHEMISTS — [1417, 884, 1652, 894]
proposition-text: ACRES grazing land, within a day's drive from Stratford for stock; 350 acres grassed; handy township and railway; metal roads. Owner will give long lease at 6/- per acre, with purchasing clause if wished. — [1417, 987, 1929, 1008]
maloja-text: The Dover correspondent of the Times states that a number of ship-owners have visited the beach to view the scene of the Maloja disaster. A little wreckage and one or two bodies have been washed up, while further west some of the ship's boats have been cast up. Many harrowing and pathetic stories are being told. A woman sobbingly related the heroic death of her husband. The man took off his lifebelt and handed it to a fellow, who was saved, and subsequently worked nobly among the survivors. The children from the ill-fated steamer were playing about happily to-day. Already they have forgotten the horrors of the explosion and the sinking of the ship. One little girl related unconcernedly the tale of the adventures, and how the child's playmates were blown up, and how she ran to the other side of the ship. Other children were prattling and playing, happily unconscious of the loss of relatives. A little mite when asked to relate her experiences said: "I had a very cold bath." The survivors say that the water was terribly cold. The captain dived into the sea when the ship rolled over. He was in the water for 45 minutes before being hauled into safety. There was much similarity between the Maloja and Lusitania disasters. Both ships were moving in the water to the last. It is said that the amount of suction caused by the sinking of large vessels has been much exaggerated. Many of the Maloja's passengers were only a few yards away when the vessel disappeared, and they felt nothing unusual as the result of the sinking. Those drowned in the sinking of the Maloja include several well-known Indian women. One was the wife of a brigadier-general. An Aberdeen man missed the P. and O. Mooltan owing to being late for his train, and caught the Maloja. It is believed that he is among the lost. Two nurses who were detained missed the Maloja. — [490, 1157, 707, 1604]
land-word: LAND — [7, 418, 97, 453]
ratten-question-mark: ? — [1417, 608, 1442, 657]
listing-code: No. 140. — [438, 526, 475, 536]
divider — [722, 999, 939, 1000]
broadway-firm-b: TAILORING — [133, 1548, 208, 1563]
divider — [722, 1565, 939, 1566]
divider — [954, 775, 1170, 776]
egmont-name: The Egmont Gig — [1579, 1312, 1767, 1337]
mandrake-l7: COMPOUND — [1247, 636, 1340, 652]
divider — [1185, 971, 1402, 972]
coupon-head: THIS FREE COUPON IS FOR YOU. — [749, 1345, 912, 1355]
health-drop-circle: Health in every drop! — [1226, 980, 1362, 1116]
proposition-text: ACRES, nice little farm, level and well sheltered; well fenced and divided, wire and hedges; 7-roomed house, cow-shed, etc; school, factory and telephone almost on the property. Price £31 per acre, £300 cash, balance easy terms. — [1417, 1049, 1929, 1081]
ratten-maker: CHAS. RATTEN, LTD. — [1622, 872, 1723, 883]
divider — [7, 410, 475, 412]
proposition-no: No. 1/1/00. — [1447, 1071, 1496, 1081]
goodacre-trade: Furnisher, — [1424, 310, 1469, 320]
larsen-town: INGLEWOOD. — [316, 1565, 378, 1575]
egmont-text: Is unequalled, and it is as good as it looks. The utmost faithfulness is observed at every point of its construction, and this work, as with the original designing, is in the hands of experts. You can trust your life to the "Egmont," and enjoy every moment of your drive. Come in and see how they are built. — [1424, 1341, 1921, 1373]
listing-text: Partly improved bush farm suitable for mixed farming; about 200 acre grass and about 300 in bush; good two-sheep country; divided into paddocks, post and wire fences; ploughable; good seven-roomed house; woolshed, cowshed, concrete floor, trapshed; two and a-half miles from school and butter factory, four miles from township. Good proposition. Price £8 per acre; terms arranged. — [7, 560, 475, 604]
